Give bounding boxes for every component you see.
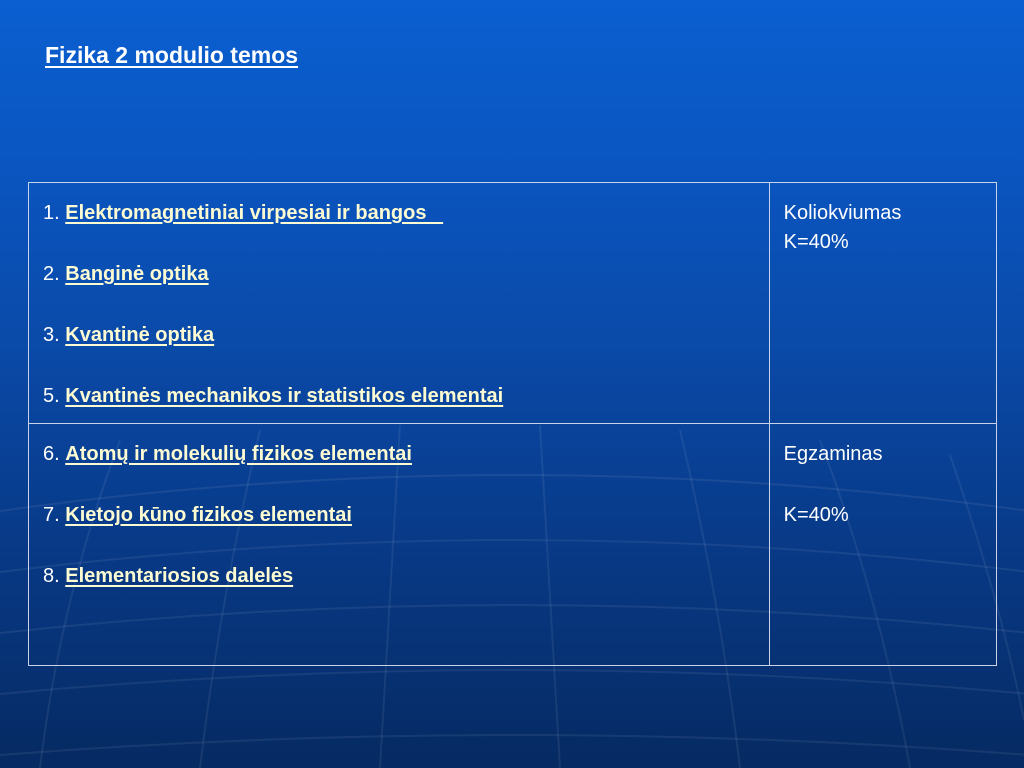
- list-item: [43, 501, 755, 530]
- slide-title: Fizika 2 modulio temos: [45, 42, 299, 68]
- topic-link-quantum-optics[interactable]: Kvantinė optika: [65, 324, 215, 346]
- topic-link-solid-state-physics[interactable]: Kietojo kūno fizikos elementai: [65, 504, 352, 526]
- assessment-type: Egzaminas: [783, 443, 883, 465]
- topic-link-wave-optics[interactable]: Banginė optika: [65, 263, 209, 285]
- assessment-weight: K=40%: [783, 231, 849, 253]
- topic-number: 7.: [43, 504, 60, 526]
- topic-number: 8.: [43, 565, 60, 587]
- assessment-weight: K=40%: [783, 504, 849, 526]
- topic-number: 5.: [43, 385, 60, 407]
- assessment-type: Koliokviumas: [783, 202, 902, 224]
- list-item: [43, 562, 755, 591]
- module-topics-table: [28, 182, 997, 666]
- topics-cell: [29, 424, 770, 666]
- table-row: [29, 424, 997, 666]
- list-item: [43, 199, 755, 228]
- topic-number: 2.: [43, 263, 60, 285]
- topic-link-atomic-molecular-physics[interactable]: Atomų ir molekulių fizikos elementai: [65, 443, 412, 465]
- table-row: [29, 183, 997, 424]
- topics-cell: [29, 183, 770, 424]
- list-item: [43, 260, 755, 289]
- list-item: [43, 382, 755, 411]
- list-item: [43, 321, 755, 350]
- topic-number: 6.: [43, 443, 60, 465]
- topic-link-quantum-mechanics[interactable]: Kvantinės mechanikos ir statistikos elementai: [65, 385, 504, 407]
- topic-number: 3.: [43, 324, 60, 346]
- topic-link-electromagnetic-waves[interactable]: Elektromagnetiniai virpesiai ir bangos: [65, 202, 444, 224]
- list-item: [43, 440, 755, 469]
- topic-number: 1.: [43, 202, 60, 224]
- assessment-cell: [769, 424, 996, 666]
- topic-link-elementary-particles[interactable]: Elementariosios dalelės: [65, 565, 294, 587]
- assessment-cell: [769, 183, 996, 424]
